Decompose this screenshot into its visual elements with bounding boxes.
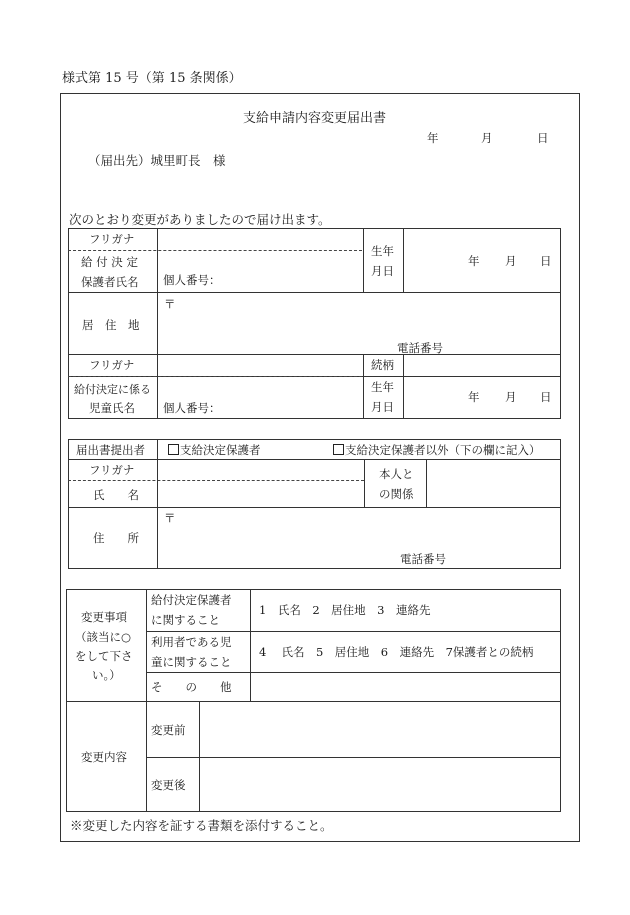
phone-label: 電話番号 [397, 341, 443, 355]
child-birth-year: 年 [468, 390, 480, 404]
form-title: 支給申請内容変更届出書 [243, 111, 387, 126]
category-guardian-label-2: に関すること [151, 613, 220, 627]
category-child-label-1: 利用者である児 [151, 635, 232, 649]
birth-day: 日 [540, 254, 552, 268]
change-item-label-3: をして下さ [75, 649, 133, 663]
change-item-label-1: 変更事項 [81, 610, 127, 624]
address-label: 居 住 地 [82, 318, 140, 332]
guardian-checkbox[interactable] [168, 444, 179, 455]
category-child-label-2: 童に関すること [151, 655, 232, 669]
submitter-postal-mark: 〒 [164, 511, 176, 525]
date-year: 年 [427, 131, 439, 145]
birth-month: 月 [505, 254, 517, 268]
form-number: 様式第 15 号（第 15 条関係） [62, 71, 242, 86]
before-label: 変更前 [151, 723, 186, 737]
submitter-furigana-label: フリガナ [89, 463, 135, 477]
birth-year: 年 [468, 254, 480, 268]
change-content-label: 変更内容 [81, 750, 127, 764]
relationship-label-1: 本人と [379, 467, 414, 481]
submitter-name-label: 氏 名 [93, 488, 139, 502]
other-checkbox[interactable] [333, 444, 344, 455]
change-item-label-2: （該当に○ [75, 630, 132, 644]
addressee: （届出先）城里町長 様 [88, 153, 226, 168]
after-label: 変更後 [151, 778, 186, 792]
submitter-label: 届出書提出者 [76, 443, 145, 457]
furigana-label: フリガナ [89, 232, 135, 246]
birth-label-2: 月日 [371, 264, 394, 278]
child-birth-label-2: 月日 [371, 400, 394, 414]
guardian-name-label-1: 給 付 決 定 [81, 255, 138, 269]
category-child-items: 4 氏名 5 居住地 6 連絡先 7保護者との続柄 [259, 645, 534, 659]
date-month: 月 [481, 131, 493, 145]
option-guardian[interactable]: 支給決定保護者 [168, 443, 261, 457]
child-name-label-1: 給付決定に係る [74, 383, 151, 396]
category-guardian-items: 1 氏名 2 居住地 3 連絡先 [259, 603, 431, 617]
option-other[interactable]: 支給決定保護者以外（下の欄に記入） [333, 443, 541, 457]
child-birth-label-1: 生年 [371, 380, 394, 394]
footnote: ※変更した内容を証する書類を添付すること。 [70, 818, 333, 833]
submitter-phone-label: 電話番号 [400, 552, 446, 566]
child-birth-day: 日 [540, 390, 552, 404]
child-birth-month: 月 [505, 390, 517, 404]
category-other-label: そ の 他 [151, 680, 232, 694]
relation-label: 続柄 [371, 358, 394, 372]
date-day: 日 [537, 131, 549, 145]
change-item-label-4: い。） [92, 668, 121, 682]
postal-mark: 〒 [164, 297, 176, 311]
child-personal-number-label: 個人番号： [163, 401, 221, 415]
submitter-address-label: 住 所 [93, 531, 139, 545]
relationship-label-2: の関係 [379, 487, 414, 501]
category-guardian-label-1: 給付決定保護者 [151, 593, 232, 607]
guardian-name-label-2: 保護者氏名 [81, 275, 139, 289]
child-furigana-label: フリガナ [89, 358, 135, 372]
intro-text: 次のとおり変更がありましたので届け出ます。 [69, 212, 331, 227]
birth-label-1: 生年 [371, 244, 394, 258]
personal-number-label: 個人番号： [163, 273, 221, 287]
child-name-label-2: 児童氏名 [89, 401, 135, 415]
